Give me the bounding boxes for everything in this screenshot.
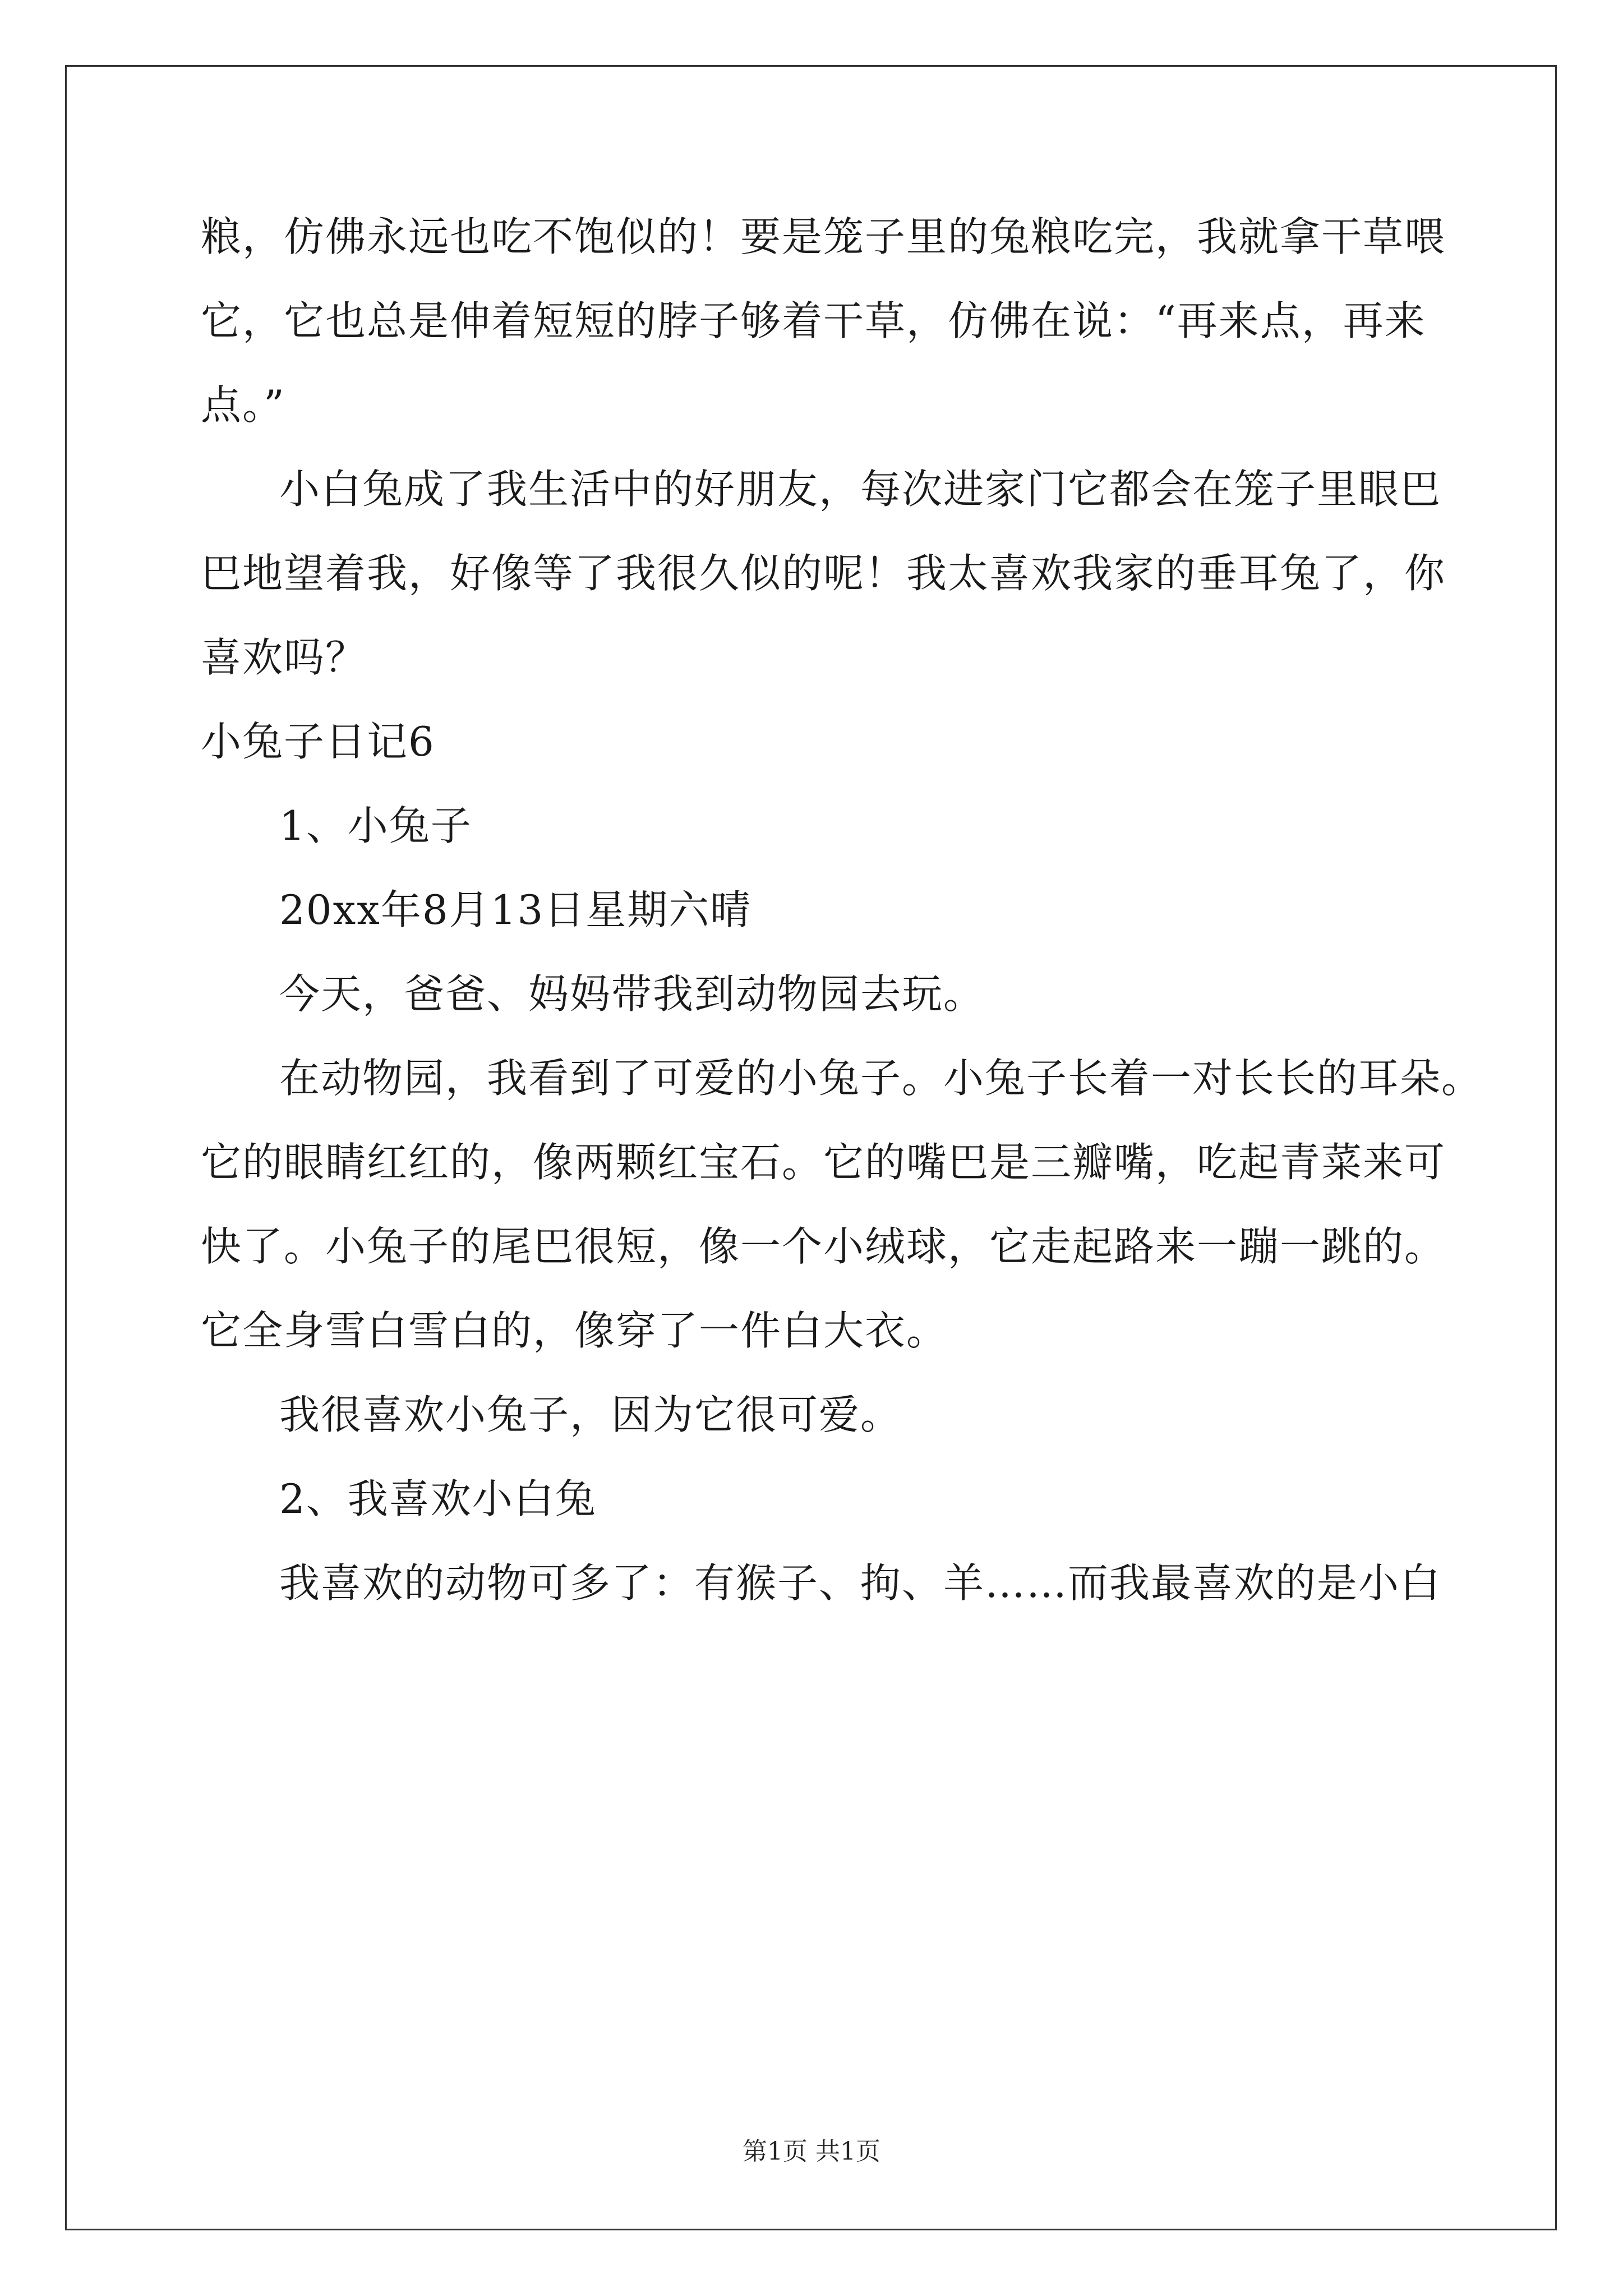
text-line: 粮，仿佛永远也吃不饱似的！要是笼子里的兔粮吃完，我就拿干草喂: [201, 213, 1446, 260]
subheading: 2、我喜欢小白兔: [279, 1475, 597, 1522]
section-heading: 小兔子日记6: [201, 718, 435, 765]
date-line: 20xx年8月13日星期六晴: [279, 886, 752, 933]
text-line: 在动物园，我看到了可爱的小兔子。小兔子长着一对长长的耳朵。: [279, 1055, 1483, 1102]
text-line: 我喜欢的动物可多了：有猴子、拘、羊……而我最喜欢的是小白: [279, 1559, 1442, 1607]
page-footer: 第1页 共1页: [743, 2137, 880, 2166]
text-line: 它，它也总是伸着短短的脖子够着干草，仿佛在说：“再来点，再来: [201, 297, 1426, 344]
text-line: 巴地望着我，好像等了我很久似的呢！我太喜欢我家的垂耳兔了，你: [201, 550, 1446, 597]
text-line: 它的眼睛红红的，像两颗红宝石。它的嘴巴是三瓣嘴，吃起青菜来可: [201, 1139, 1446, 1186]
text-line: 快了。小兔子的尾巴很短，像一个小绒球，它走起路来一蹦一跳的。: [201, 1223, 1446, 1270]
text-line: 它全身雪白雪白的，像穿了一件白大衣。: [201, 1307, 948, 1354]
text-line: 喜欢吗？: [201, 634, 367, 681]
text-line: 小白兔成了我生活中的好朋友，每次进家门它都会在笼子里眼巴: [279, 466, 1442, 513]
text-line: 我很喜欢小兔子，因为它很可爱。: [279, 1391, 902, 1438]
text-line: 点。”: [201, 381, 285, 429]
text-line: 今天，爸爸、妈妈带我到动物园去玩。: [279, 970, 985, 1018]
subheading: 1、小兔子: [279, 802, 472, 849]
